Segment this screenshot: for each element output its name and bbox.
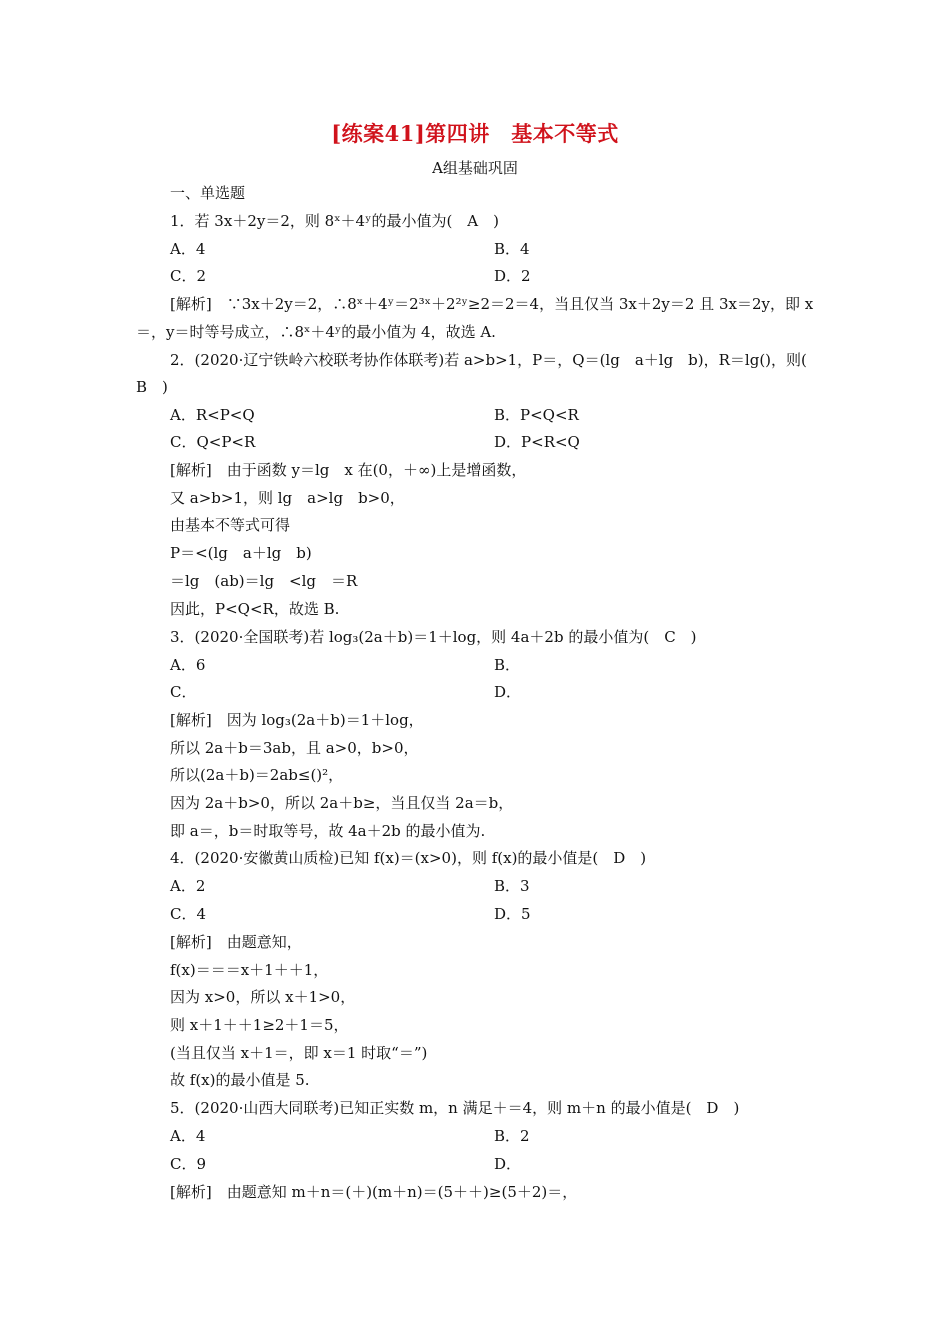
q2-option-c: C．Q<P<R bbox=[170, 433, 256, 451]
q2-option-b: B．P<Q<R bbox=[494, 406, 579, 424]
q4-analysis-line-1: [解析] 由题意知， bbox=[170, 933, 302, 951]
q5-option-a: A．4 bbox=[170, 1127, 206, 1145]
q3-analysis-line-2: 所以 2a＋b＝3ab，且 a>0，b>0， bbox=[170, 739, 419, 757]
q2-analysis-line-5: ＝lg (ab)＝lg <lg ＝R bbox=[170, 572, 358, 590]
q3-analysis-line-1: [解析] 因为 log₃(2a＋b)＝1＋log， bbox=[170, 711, 424, 729]
question-2-stem-cont: B ) bbox=[136, 378, 168, 396]
q4-option-d: D．5 bbox=[494, 905, 531, 923]
q4-option-c: C．4 bbox=[170, 905, 207, 923]
q4-option-a: A．2 bbox=[170, 877, 206, 895]
question-3-stem: 3．(2020·全国联考)若 log₃(2a＋b)＝1＋log，则 4a＋2b 的最小值为( C ) bbox=[170, 628, 697, 646]
q4-analysis-line-6: 故 f(x)的最小值是 5. bbox=[170, 1071, 310, 1089]
q2-analysis-line-3: 由基本不等式可得 bbox=[170, 516, 291, 534]
q3-option-c: C． bbox=[170, 683, 197, 701]
q3-option-d: D． bbox=[494, 683, 522, 701]
q5-option-b: B．2 bbox=[494, 1127, 530, 1145]
q2-option-d: D．P<R<Q bbox=[494, 433, 580, 451]
title-text: [练案41]第四讲 基本不等式 bbox=[331, 121, 619, 146]
question-2-stem: 2．(2020·辽宁铁岭六校联考协作体联考)若 a>b>1，P＝，Q＝(lg a＋lg b)，R＝lg()，则( bbox=[170, 351, 807, 369]
q5-analysis-line-1: [解析] 由题意知 m＋n＝(＋)(m＋n)＝(5＋＋)≥(5＋2)＝， bbox=[170, 1183, 578, 1201]
q5-option-d: D． bbox=[494, 1155, 522, 1173]
q1-analysis-line-1: [解析] ∵3x＋2y＝2，∴8ˣ＋4ʸ＝2³ˣ＋2²ʸ≥2＝2＝4，当且仅当 3x＋2y＝2 且 3x＝2y，即 x bbox=[170, 295, 814, 313]
q2-analysis-line-2: 又 a>b>1，则 lg a>lg b>0， bbox=[170, 489, 405, 507]
q3-option-a: A．6 bbox=[170, 656, 206, 674]
q3-option-b: B． bbox=[494, 656, 521, 674]
q1-analysis-line-2: ＝，y＝时等号成立，∴8ˣ＋4ʸ的最小值为 4，故选 A. bbox=[136, 323, 496, 341]
q2-analysis-line-4: P＝<(lg a＋lg b) bbox=[170, 544, 312, 562]
q5-option-c: C．9 bbox=[170, 1155, 207, 1173]
q3-analysis-line-4: 因为 2a＋b>0，所以 2a＋b≥，当且仅当 2a＝b， bbox=[170, 794, 514, 812]
q1-option-c: C．2 bbox=[170, 267, 207, 285]
q1-option-b: B．4 bbox=[494, 240, 530, 258]
q4-analysis-line-3: 因为 x>0，所以 x＋1>0， bbox=[170, 988, 356, 1006]
page-title bbox=[0, 118, 950, 148]
q1-option-d: D．2 bbox=[494, 267, 531, 285]
q4-analysis-line-2: f(x)＝＝＝x＋1＋＋1， bbox=[170, 961, 329, 979]
question-5-stem: 5．(2020·山西大同联考)已知正实数 m，n 满足＋＝4，则 m＋n 的最小值是( D ) bbox=[170, 1099, 740, 1117]
q2-option-a: A．R<P<Q bbox=[170, 406, 255, 424]
q4-analysis-line-5: (当且仅当 x＋1＝，即 x＝1 时取“＝”) bbox=[170, 1044, 428, 1062]
q2-analysis-line-1: [解析] 由于函数 y＝lg x 在(0，＋∞)上是增函数， bbox=[170, 461, 527, 479]
q1-option-a: A．4 bbox=[170, 240, 206, 258]
question-4-stem: 4．(2020·安徽黄山质检)已知 f(x)＝(x>0)，则 f(x)的最小值是( D ) bbox=[170, 849, 647, 867]
q3-analysis-line-3: 所以(2a＋b)＝2ab≤()²， bbox=[170, 766, 344, 784]
section-heading: 一、单选题 bbox=[170, 184, 246, 202]
q4-option-b: B．3 bbox=[494, 877, 530, 895]
q2-analysis-line-6: 因此，P<Q<R，故选 B. bbox=[170, 600, 340, 618]
subtitle: A组基础巩固 bbox=[432, 159, 518, 177]
q3-analysis-line-5: 即 a＝，b＝时取等号，故 4a＋2b 的最小值为. bbox=[170, 822, 486, 840]
q4-analysis-line-4: 则 x＋1＋＋1≥2＋1＝5， bbox=[170, 1016, 349, 1034]
question-1-stem: 1．若 3x＋2y＝2，则 8ˣ＋4ʸ的最小值为( A ) bbox=[170, 212, 499, 230]
